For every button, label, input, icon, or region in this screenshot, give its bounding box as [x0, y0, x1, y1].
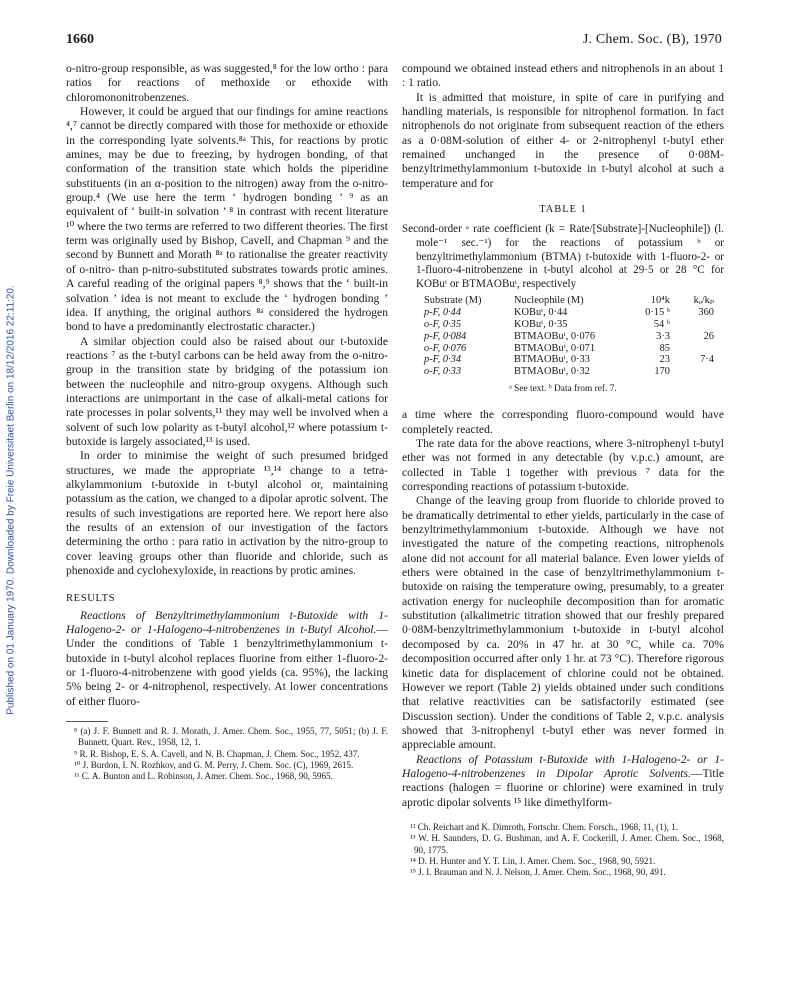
table-row [402, 366, 724, 378]
table-row [402, 319, 724, 331]
table-header-row [402, 295, 724, 307]
page-number: 1660 [66, 32, 94, 47]
table-header-nucleophile: Nucleophile (M) [514, 295, 584, 307]
download-watermark-text: Published on 01 January 1970. Downloaded by Freie Universitaet Berlin on 18/12/2016 22:11:20. [5, 285, 17, 715]
table-row [402, 343, 724, 355]
table-cell-rate: 23 [659, 354, 670, 366]
journal-title: J. Chem. Soc. (B), 1970 [582, 32, 722, 47]
subsection-title-dipolar: Reactions of Potassium t-Butoxide with 1-Halogeno-2- or 1-Halogeno-4-nitrobenzenes in Dipolar Aprotic Solvents. [402, 752, 724, 780]
right-paragraph-3: a time where the corresponding fluoro-compound would have completely reacted. [402, 408, 724, 436]
right-paragraph-6 [402, 753, 724, 810]
right-paragraph-5: Change of the leaving group from fluoride to chloride proved to be dramatically detrimental to ether yields, particularly in the case of benzyltrimethylammonium t-butoxide. Although we have not investigated the nature of the competing reactions, nitrophenols alone did not account for all material balance. Even lower yields of ethers were obtained in the case of benzyltrimethylammonium t-butoxide on raising the temperature owing, presumably, to a greater activation energy for nucleophile decomposition than for aromatic substitution (alkalimetric titration showed that our freshly prepared 0·08M-benzyltrimethylammonium t-butoxide in t-butyl alcohol decomposed by ca. 20% in 47 hr. at 30 °C, while ca. 70% decomposition occurred after only 1 hr. at 73 °C). Therefore rigorous kinetic data for displacement of chlorine could not be obtained. However we report (Table 2) yields obtained under such conditions that relative reactivities can be satisfactorily estimated (see Discussion section). Under the conditions of Table 2, v.p.c. analysis showed that 3-nitrophenyl t-butyl ether was never formed in appreciable amount. [402, 494, 724, 752]
table-row [402, 331, 724, 343]
subsection-body-btma: —Under the conditions of Table 1 benzyltrimethylammonium t-butoxide in t-butyl alcohol replaces fluorine from either 1-fluoro-2- or 1-fluoro-4-nitrobenzene with good yields (ca. 95%), the lacking 5% being 2- or 4-nitrophenol, respectively. At lower concentrations of either fluoro- [66, 623, 388, 708]
footnote-11: ¹¹ C. A. Bunton and L. Robinson, J. Amer. Chem. Soc., 1968, 90, 5965. [74, 771, 333, 782]
right-paragraph-2: It is admitted that moisture, in spite of care in purifying and handling materials, is responsible for nitrophenol formation. In fact nitrophenols do not originate from subsequent reaction of the ethers as a 0·08M-solution of either 4- or 2-nitrophenyl t-butyl ether remained unchanged in the presence of 0·08M-benzyltrimethylammonium t-butoxide in t-butyl alcohol at such a temperature and for [402, 90, 724, 190]
table-header-ratio: kₒ/kₚ [693, 295, 714, 307]
table-cell-rate: 3·3 [656, 330, 670, 342]
right-column [402, 62, 724, 878]
right-footnotes [402, 822, 724, 878]
table-cell-ratio: 26 [703, 330, 714, 342]
left-footnotes [66, 721, 388, 782]
table-cell-rate: 0·15 ᵇ [645, 307, 670, 319]
left-column [66, 62, 388, 783]
table-cell-nucleophile: BTMAOBuᵗ, 0·32 [514, 366, 590, 378]
table-1-notes: ᵃ See text. ᵇ Data from ref. 7. [509, 383, 617, 394]
table-cell-nucleophile: KOBuᵗ, 0·35 [514, 319, 568, 330]
table-row [402, 307, 724, 319]
subsection-title-btma: Reactions of Benzyltrimethylammonium t-Butoxide with 1-Halogeno-2- or 1-Halogeno-4-nitrobenzenes in t-Butyl Alcohol. [66, 608, 388, 637]
footnote-14: ¹⁴ D. H. Hunter and Y. T. Lin, J. Amer. Chem. Soc., 1968, 90, 5921. [410, 855, 656, 866]
table-cell-substrate: p-F, 0·44 [424, 307, 462, 319]
table-cell-ratio [680, 343, 724, 355]
table-header-substrate: Substrate (M) [424, 295, 482, 307]
table-cell-nucleophile: KOBuᵗ, 0·44 [514, 307, 568, 319]
download-watermark [4, 180, 18, 820]
table-1 [402, 295, 724, 378]
left-paragraph-5 [66, 609, 388, 709]
left-paragraph-1: o-nitro-group responsible, as was suggested,⁸ for the low ortho : para ratios for reactions of methoxide or ethoxide with chloromononitrobenzenes. [66, 62, 388, 104]
table-cell-substrate: o-F, 0·076 [424, 342, 467, 354]
footnote-13: ¹³ W. H. Saunders, D. G. Bushman, and A. F. Cockerill, J. Amer. Chem. Soc., 1968, 90, 1775. [410, 833, 724, 855]
subsection-body-dipolar: —Title reactions (halogen = fluorine or chlorine) were examined in truly aprotic dipolar solvents ¹⁵ like dimethylform- [402, 766, 724, 809]
footnote-9: ⁹ R. R. Bishop, E. S. A. Cavell, and N. B. Chapman, J. Chem. Soc., 1952, 437. [74, 748, 360, 759]
footnote-rule [66, 721, 108, 722]
table-1-caption: Second-order ᵃ rate coefficient (k = Rate/[Substrate]-[Nucleophile]) (l. mole⁻¹ sec.⁻¹) for the reactions of potassium ᵇ or benzyltrimethylammonium (BTMA) t-butoxide with 1-fluoro-2- or 1-fluoro-4-nitrobenzene in t-butyl alcohol at 29·5 or 28 °C for KOBuᵗ or BTMAOBuᵗ, respectively [402, 223, 724, 290]
table-cell-substrate: o-F, 0·33 [424, 366, 462, 378]
table-cell-ratio: 7·4 [700, 354, 714, 366]
table-cell-ratio [680, 366, 724, 378]
table-cell-substrate: p-F, 0·34 [424, 354, 462, 366]
table-cell-rate: 170 [654, 366, 670, 378]
page-header [66, 32, 722, 52]
right-paragraph-1: compound we obtained instead ethers and nitrophenols in an about 1 : 1 ratio. [402, 62, 724, 90]
table-cell-nucleophile: BTMAOBuᵗ, 0·33 [514, 354, 590, 366]
table-cell-nucleophile: BTMAOBuᵗ, 0·071 [514, 342, 596, 354]
left-paragraph-3: A similar objection could also be raised about our t-butoxide reactions ⁷ as the t-butyl carbons can be held away from the o-nitro-group in the transition state by bridging of the potassium ion between the nucleophile and nitro-group oxygens. Although such interactions are unimportant in the case of alkali-metal cations for rate processes in polar solvents,¹¹ they may well be involved when a solvent of such low polarity as t-butyl alcohol,¹² where potassium t-butoxide is largely associated,¹³ is used. [66, 334, 388, 448]
footnote-12: ¹² Ch. Reichart and K. Dimroth, Fortschr. Chem. Forsch., 1968, 11, (1), 1. [410, 821, 679, 832]
right-paragraph-4: The rate data for the above reactions, where 3-nitrophenyl t-butyl ether was not formed in any detectable (by v.p.c.) amount, are collected in Table 1 together with previous ⁷ data for the corresponding reactions of potassium t-butoxide. [402, 437, 724, 494]
table-cell-substrate: o-F, 0·35 [424, 319, 462, 330]
left-paragraph-4: In order to minimise the weight of such presumed bridged structures, we made the appropriate ¹³,¹⁴ change to a tetra-alkylammonium t-butoxide in t-butyl alcohol or, maintaining potassium as the cation, we changed to a dipolar aprotic solvent. The results of such investigations are reported here. We report here also the results of an extension of our investigation of the factors determining the ortho : para ratio in activation by the nitro-group to cover leaving groups other than fluoride and chloride, such as phenoxide and cyclohexyloxide, in reactions by protic amines. [66, 449, 388, 578]
table-cell-rate: 54 ᵇ [653, 319, 670, 330]
table-cell-rate: 85 [659, 342, 670, 354]
results-heading: RESULTS [66, 593, 116, 605]
footnote-10: ¹⁰ J. Burdon, I. N. Rozhkov, and G. M. Perry, J. Chem. Soc. (C), 1969, 2615. [74, 760, 354, 771]
table-1-title: TABLE 1 [539, 204, 587, 216]
table-header-rate: 10⁴k [650, 295, 670, 307]
table-cell-substrate: p-F, 0·084 [424, 330, 467, 342]
footnote-15: ¹⁵ J. I. Brauman and N. J. Nelson, J. Amer. Chem. Soc., 1968, 90, 491. [410, 867, 666, 878]
table-row [402, 354, 724, 366]
left-paragraph-2: However, it could be argued that our findings for amine reactions ⁴,⁷ cannot be directly compared with those for methoxide or ethoxide in the corresponding lyate solvents.⁸ᵃ This, for reactions by protic amines, may be due to freezing, by hydrogen bonding, of that conformation of the transition state which holds the piperidine substituents (in an α-position to the nitrogen) away from the o-nitro-group.⁴ (We use here the term ‘ hydrogen bonding ’ ⁹ as an equivalent of ‘ built-in solvation ’ ⁸ in contrast with recent literature ¹⁰ where the two terms are referred to two different theories. The first term was originally used by Bishop, Cavell, and Chapman ⁹ and the second by Bunnett and Morath ⁸ᵃ to rationalise the greater reactivity of o-nitro- than p-nitro-substituted substrates towards protic amines. A careful reading of the original papers ⁸,⁹ shows that the ‘ built-in solvation ’ idea is not meant to exclude the ‘ hydrogen bonding ’ idea. If anything, the original authors ⁸ᵃ considered the hydrogen bond to have a predominantly electrostatic character.) [66, 105, 388, 334]
footnote-8: ⁸ (a) J. F. Bunnett and R. J. Morath, J. Amer. Chem. Soc., 1955, 77, 5051; (b) J. F. Bunnett, Quart. Rev., 1958, 12, 1. [74, 726, 388, 748]
table-cell-ratio [680, 319, 724, 331]
table-cell-ratio: 360 [698, 307, 714, 319]
table-cell-nucleophile: BTMAOBuᵗ, 0·076 [514, 330, 596, 342]
